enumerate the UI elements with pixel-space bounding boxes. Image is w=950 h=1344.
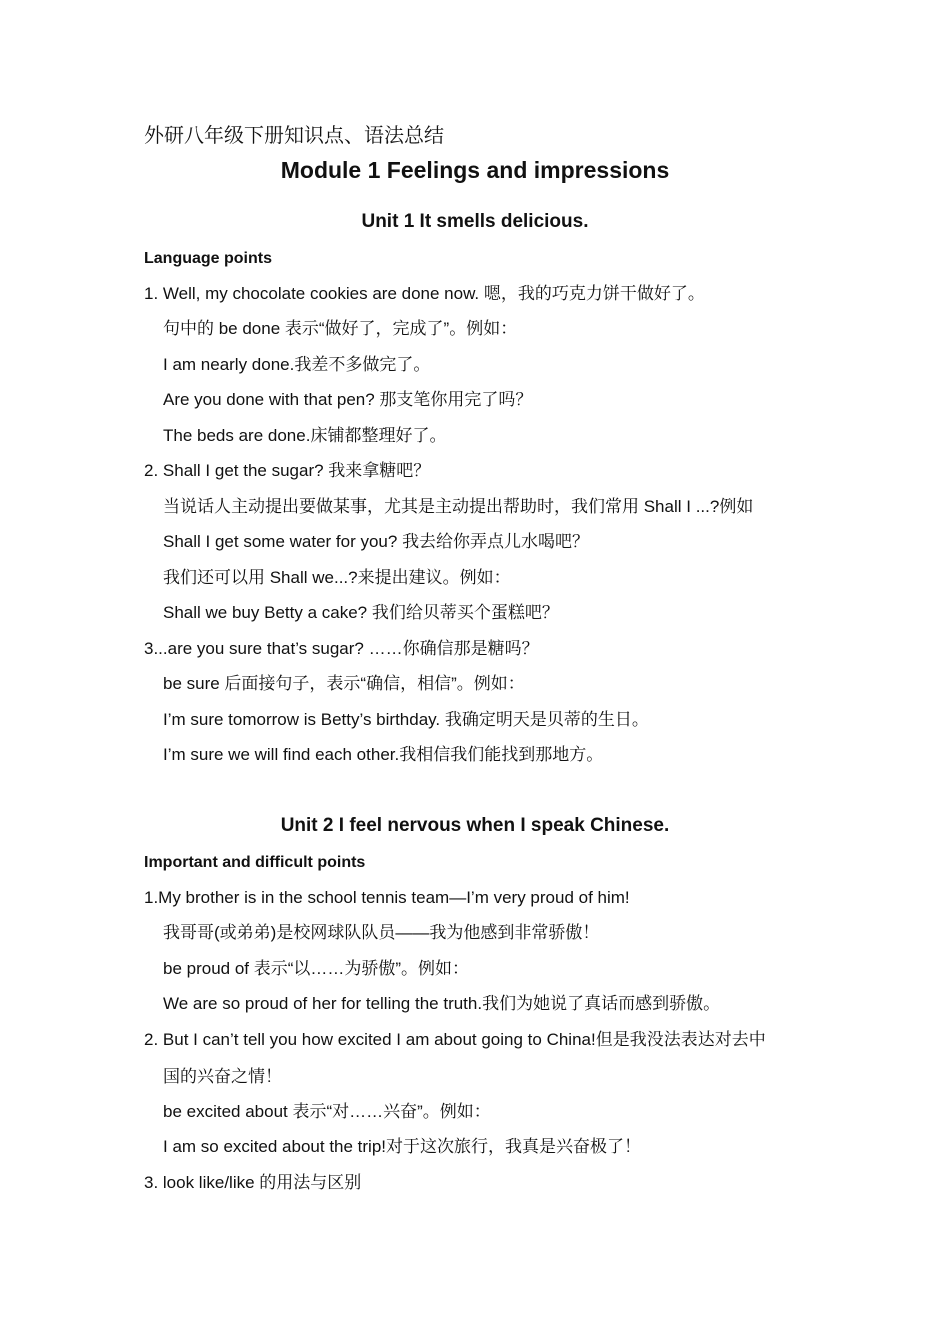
unit1-point-3-example-1: I’m sure tomorrow is Betty’s birthday. 我确定明天是贝蒂的生日。 (163, 710, 649, 729)
unit2-point-2-continuation: 国的兴奋之情！ (163, 1067, 282, 1086)
unit1-point-3-explanation: be sure 后面接句子，表示“确信，相信”。例如： (163, 674, 525, 693)
unit1-point-1: 1. Well, my chocolate cookies are done now. 嗯，我的巧克力饼干做好了。 (144, 284, 705, 303)
unit1-point-1-example-3: The beds are done.床铺都整理好了。 (163, 426, 447, 445)
unit2-point-1-explanation: be proud of 表示“以……为骄傲”。例如： (163, 959, 470, 978)
unit1-point-1-example-2: Are you done with that pen? 那支笔你用完了吗？ (163, 390, 533, 409)
unit2-point-1-example: We are so proud of her for telling the truth.我们为她说了真话而感到骄傲。 (163, 994, 721, 1013)
unit1-point-2-note: 我们还可以用 Shall we...?来提出建议。例如： (163, 568, 511, 587)
unit2-point-1-translation: 我哥哥(或弟弟)是校网球队队员——我为他感到非常骄傲！ (163, 923, 600, 942)
unit1-title: Unit 1 It smells delicious. (361, 211, 589, 232)
unit1-point-2-example-2: Shall we buy Betty a cake? 我们给贝蒂买个蛋糕吧？ (163, 603, 559, 622)
unit2-point-2-example: I am so excited about the trip!对于这次旅行，我真是兴奋极了！ (163, 1137, 642, 1156)
unit2-point-1: 1.My brother is in the school tennis team—I’m very proud of him! (144, 888, 630, 907)
module-title: Module 1 Feelings and impressions (280, 157, 670, 183)
unit2-point-2: 2. But I can’t tell you how excited I am about going to China!但是我没法表达对去中 (144, 1030, 766, 1049)
unit1-point-2-explanation: 当说话人主动提出要做某事，尤其是主动提出帮助时，我们常用 Shall I ...?例如 (163, 497, 754, 516)
unit2-point-3: 3. look like/like 的用法与区别 (144, 1173, 362, 1192)
unit1-point-1-example-1: I am nearly done.我差不多做完了。 (163, 355, 431, 374)
unit1-point-1-explanation: 句中的 be done 表示“做好了，完成了”。例如： (163, 319, 518, 338)
unit2-point-2-explanation: be excited about 表示“对……兴奋”。例如： (163, 1102, 491, 1121)
document-title: 外研八年级下册知识点、语法总结 (144, 123, 444, 147)
unit1-section-heading: Language points (144, 250, 272, 267)
unit1-point-3-example-2: I’m sure we will find each other.我相信我们能找到那地方。 (163, 745, 604, 764)
unit2-title: Unit 2 I feel nervous when I speak Chinese. (280, 815, 670, 836)
unit2-section-heading: Important and difficult points (144, 854, 366, 871)
unit1-point-3: 3...are you sure that’s sugar? ……你确信那是糖吗？ (144, 639, 539, 658)
unit1-point-2: 2. Shall I get the sugar? 我来拿糖吧？ (144, 461, 431, 480)
unit1-point-2-example-1: Shall I get some water for you? 我去给你弄点儿水喝吧？ (163, 532, 590, 551)
